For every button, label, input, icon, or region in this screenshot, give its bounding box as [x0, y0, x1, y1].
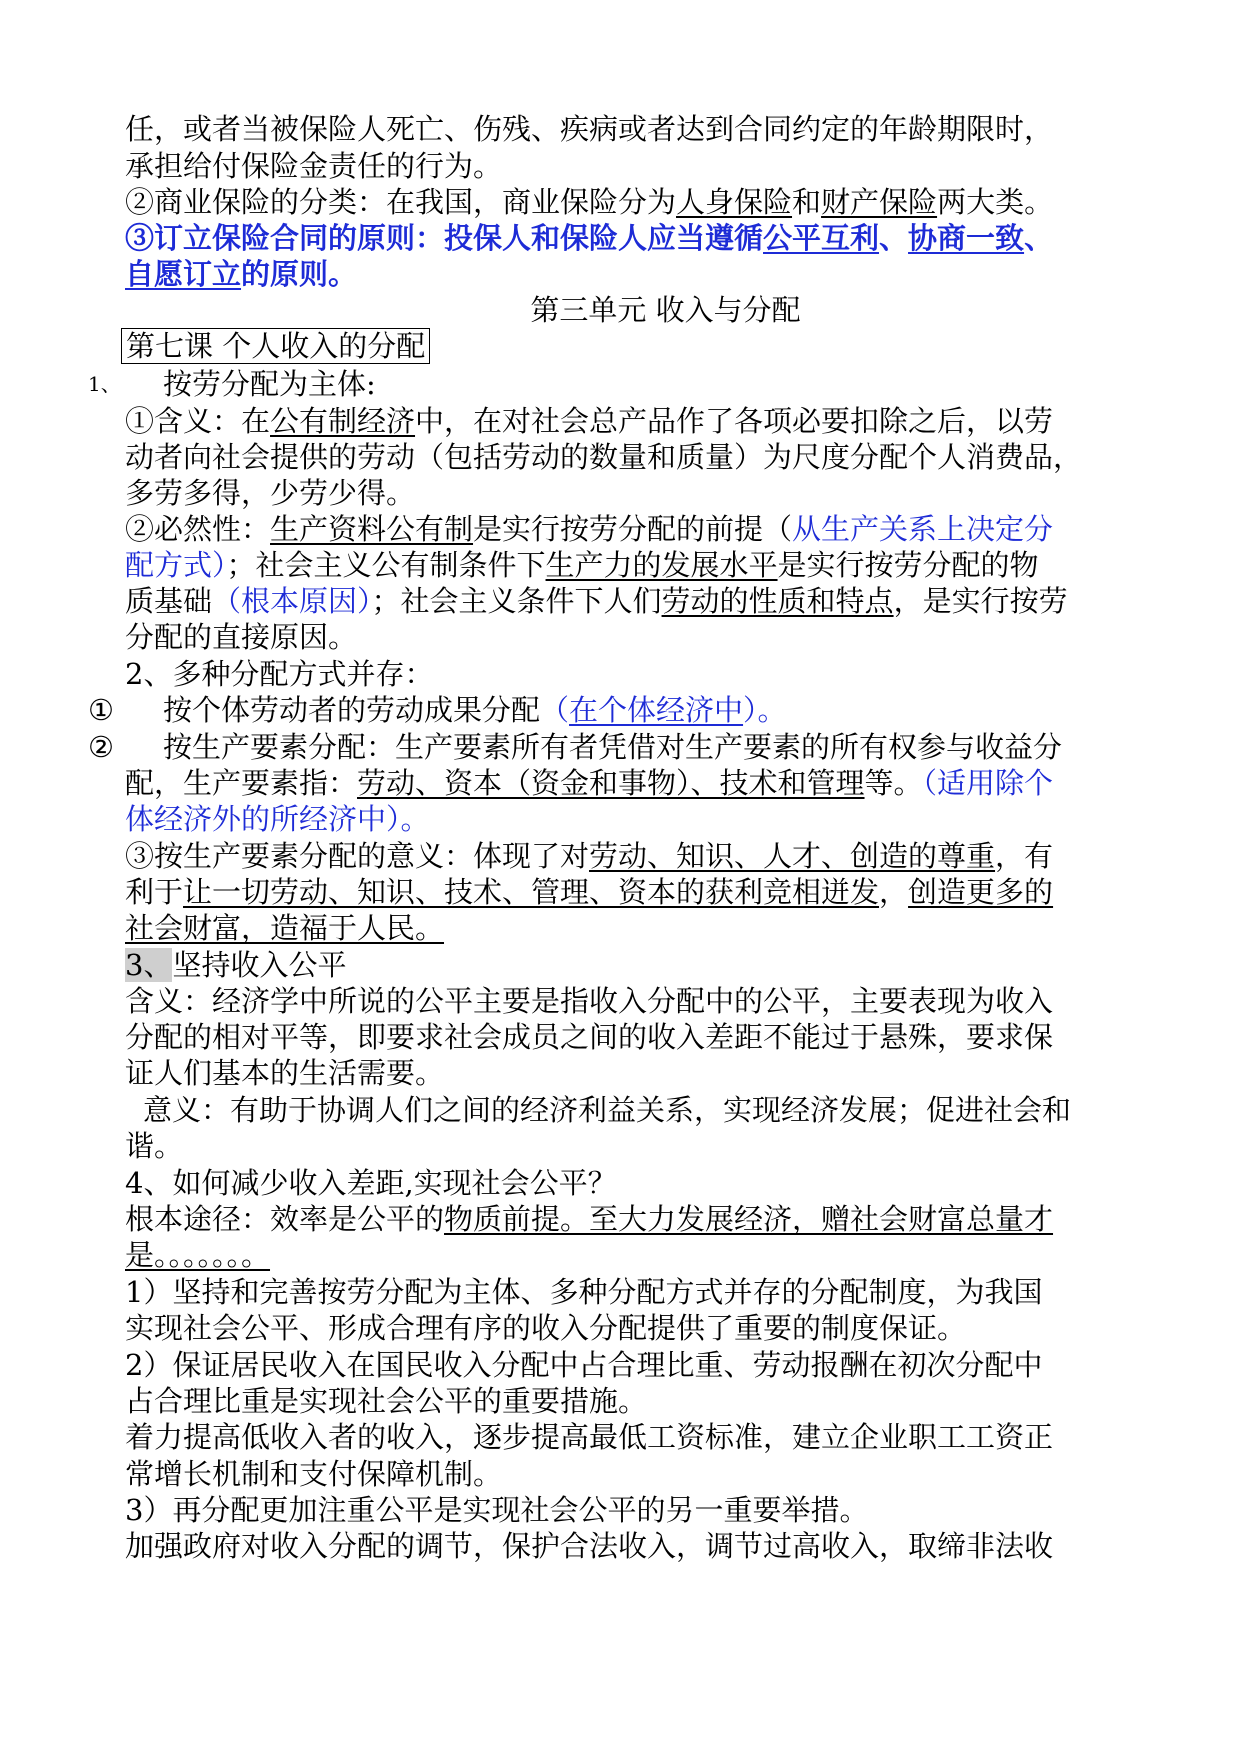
section-number: 1、 [88, 372, 121, 396]
unit-title: 第三单元 收入与分配 [530, 293, 801, 327]
text-line: 谐。 [125, 1129, 184, 1163]
text-line: 加强政府对收入分配的调节，保护合法收入，调节过高收入，取缔非法收 [125, 1529, 1054, 1563]
text-line: 实现社会公平、形成合理有序的收入分配提供了重要的制度保证。 [125, 1311, 967, 1345]
section-heading: 2、多种分配方式并存： [125, 657, 434, 691]
text-line: ②必然性：生产资料公有制是实行按劳分配的前提（从生产关系上决定分 [125, 512, 1054, 546]
text-line: 证人们基本的生活需要。 [125, 1056, 445, 1090]
text-line: ③按生产要素分配的意义：体现了对劳动、知识、人才、创造的尊重，有 [125, 839, 1054, 873]
text-line: 分配的相对平等，即要求社会成员之间的收入差距不能过于悬殊，要求保 [125, 1020, 1054, 1054]
text-line: 1）坚持和完善按劳分配为主体、多种分配方式并存的分配制度，为我国 [125, 1275, 1043, 1309]
insurance-categories-line: ②商业保险的分类：在我国，商业保险分为人身保险和财产保险两大类。 [125, 185, 1054, 219]
contract-principle-line-2: 自愿订立的原则。 [125, 257, 358, 291]
text-line: 动者向社会提供的劳动（包括劳动的数量和质量）为尺度分配个人消费品， [125, 440, 1083, 474]
text-line: 多劳多得，少劳少得。 [125, 476, 416, 510]
text-line: 配方式）；社会主义公有制条件下生产力的发展水平是实行按劳分配的物 [125, 548, 1039, 582]
text-line: 质基础（根本原因）；社会主义条件下人们劳动的性质和特点，是实行按劳 [125, 584, 1068, 618]
text-line: 按生产要素分配：生产要素所有者凭借对生产要素的所有权参与收益分 [163, 730, 1063, 764]
text-line: 意义：有助于协调人们之间的经济利益关系，实现经济发展；促进社会和 [143, 1093, 1072, 1127]
text-line: 任，或者当被保险人死亡、伤残、疾病或者达到合同约定的年龄期限时， [125, 112, 1054, 146]
text-line: 着力提高低收入者的收入，逐步提高最低工资标准，建立企业职工工资正 [125, 1420, 1054, 1454]
text-line: 分配的直接原因。 [125, 620, 358, 654]
text-line: 承担给付保险金责任的行为。 [125, 149, 503, 183]
text-line: 社会财富，造福于人民。 [125, 911, 445, 945]
text-line: 配，生产要素指：劳动、资本（资金和事物）、技术和管理等。（适用除个 [125, 766, 1054, 800]
text-line: 3）再分配更加注重公平是实现社会公平的另一重要举措。 [125, 1493, 869, 1527]
lesson-title: 第七课 个人收入的分配 [121, 328, 1151, 364]
list-marker: ① [88, 693, 114, 727]
text-line: ①含义：在公有制经济中，在对社会总产品作了各项必要扣除之后，以劳 [125, 404, 1054, 438]
text-line: 2）保证居民收入在国民收入分配中占合理比重、劳动报酬在初次分配中 [125, 1348, 1043, 1382]
section-heading: 4、如何减少收入差距,实现社会公平？ [125, 1166, 617, 1200]
text-line: 常增长机制和支付保障机制。 [125, 1457, 503, 1491]
list-marker: ② [88, 730, 114, 764]
text-line: 根本途径：效率是公平的物质前提。至大力发展经济，赠社会财富总量才 [125, 1202, 1054, 1236]
text-line: 含义：经济学中所说的公平主要是指收入分配中的公平，主要表现为收入 [125, 984, 1054, 1018]
contract-principle-line: ③订立保险合同的原则：投保人和保险人应当遵循公平互利、协商一致、 [125, 221, 1054, 255]
text-line: 利于让一切劳动、知识、技术、管理、资本的获利竞相迸发，创造更多的 [125, 875, 1054, 909]
section-heading: 按劳分配为主体: [163, 367, 376, 401]
text-line: 体经济外的所经济中）。 [125, 802, 430, 836]
text-line: 是。。。。。。。 [125, 1238, 271, 1272]
text-line: 按个体劳动者的劳动成果分配（在个体经济中）。 [163, 693, 787, 727]
text-line: 占合理比重是实现社会公平的重要措施。 [125, 1384, 648, 1418]
section-heading: 3、坚持收入公平 [125, 948, 347, 982]
